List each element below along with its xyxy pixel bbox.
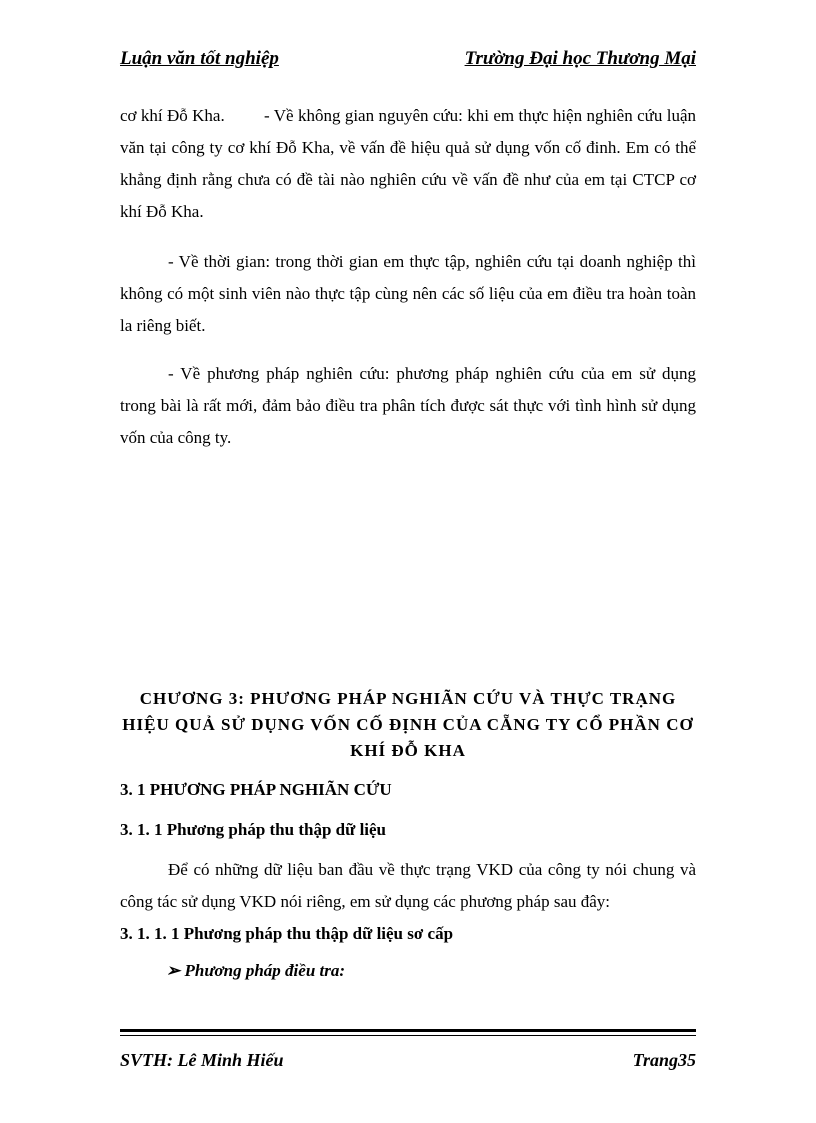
- section-heading-3-1-1-1: 3. 1. 1. 1 Phương pháp thu thập dữ liệu sơ cấp: [120, 924, 454, 943]
- header-university: Trường Đại học Thương Mại: [464, 48, 696, 69]
- footer-divider-thick: [120, 1029, 696, 1032]
- footer-student-name: SVTH: Lê Minh Hiếu: [120, 1050, 284, 1070]
- chapter-title: CHƯƠNG 3: PHƯƠNG PHÁP NGHIÃN CỨU VÀ THỰC TRẠNG HIỆU QUẢ SỬ DỤNG VỐN CỐ ĐỊNH CỦA CẴNG TY CỔ PHẦN CƠ KHÍ ĐỖ KHA: [122, 689, 694, 760]
- paragraph-scope-space: [120, 100, 696, 228]
- paragraph-scope-space-lead: cơ khí Đỗ Kha.: [120, 106, 225, 125]
- footer-page-number: Trang35: [632, 1050, 696, 1070]
- header-thesis-title: Luận văn tốt nghiệp: [120, 48, 279, 69]
- paragraph-data-collection: Để có những dữ liệu ban đầu về thực trạng VKD của công ty nói chung và công tác sử dụng VKD nói riêng, em sử dụng các phương pháp sau đây:: [120, 860, 696, 911]
- page-footer: [120, 1050, 696, 1071]
- paragraph-scope-space-body: - Về không gian nguyên cứu: khi em thực hiện nghiên cứu luận văn tại công ty cơ khí Đỗ Kha, về vấn đề hiệu quả sử dụng vốn cố đinh. Em có thể khẳng định rằng chưa có đề tài nào nghiên cứu về vấn đề như của em tại CTCP cơ khí Đỗ Kha.: [120, 106, 696, 221]
- paragraph-scope-method: - Về phương pháp nghiên cứu: phương pháp nghiên cứu của em sử dụng trong bài là rất mới, đảm bảo điều tra phân tích được sát thực với tình hình sử dụng vốn của công ty.: [120, 364, 696, 447]
- section-heading-3-1: 3. 1 PHƯƠNG PHÁP NGHIÃN CỨU: [120, 780, 392, 799]
- section-heading-3-1-1: 3. 1. 1 Phương pháp thu thập dữ liệu: [120, 820, 387, 839]
- bullet-text: Phương pháp điều tra:: [184, 961, 346, 980]
- arrow-bullet-icon: ➢: [166, 961, 181, 980]
- page-header: [120, 48, 696, 70]
- footer-divider-thin: [120, 1035, 696, 1036]
- bullet-survey-method: [166, 961, 345, 981]
- paragraph-scope-time: - Về thời gian: trong thời gian em thực tập, nghiên cứu tại doanh nghiệp thì không có một sinh viên nào thực tập cùng nên các số liệu của em điều tra hoàn toàn la riêng biết.: [120, 252, 696, 335]
